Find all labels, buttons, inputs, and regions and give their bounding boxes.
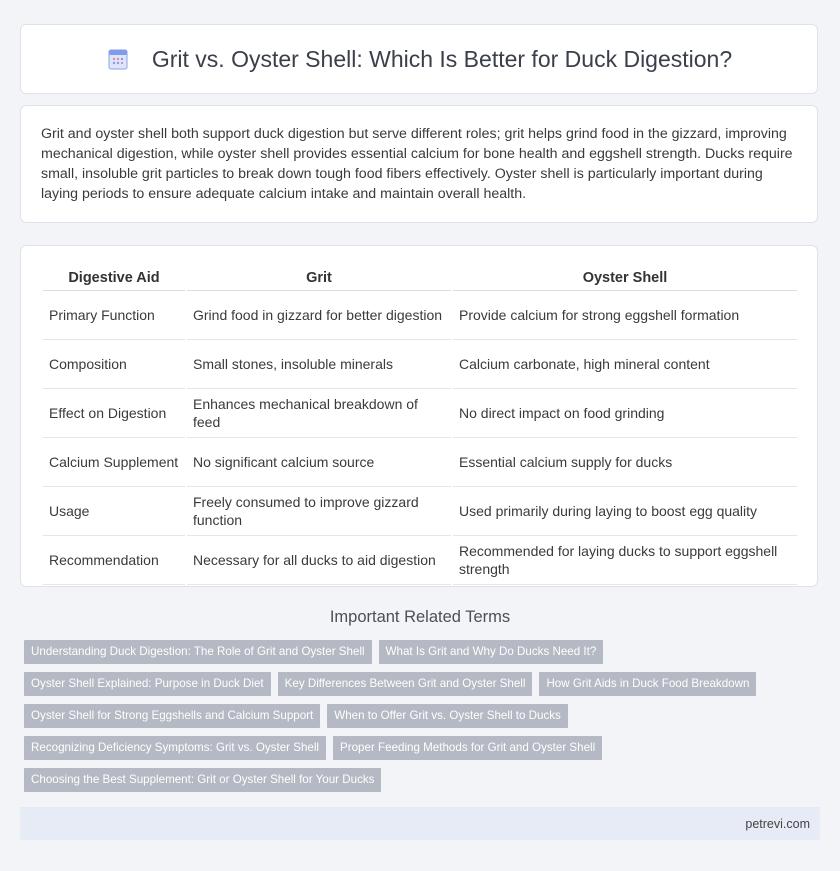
- table-row: [43, 340, 797, 389]
- related-term-link[interactable]: Proper Feeding Methods for Grit and Oyster Shell: [333, 736, 602, 760]
- related-term-link[interactable]: When to Offer Grit vs. Oyster Shell to Ducks: [327, 704, 568, 728]
- footer: [20, 807, 820, 840]
- table-row: [43, 536, 797, 585]
- table-header-row: [43, 264, 797, 291]
- related-term-link[interactable]: Key Differences Between Grit and Oyster Shell: [278, 672, 533, 696]
- column-header: Digestive Aid: [43, 264, 185, 291]
- related-terms-heading: Important Related Terms: [329, 608, 511, 626]
- table-cell: Primary Function: [43, 291, 185, 340]
- table-cell: Freely consumed to improve gizzard function: [187, 487, 451, 536]
- tag-row: [24, 640, 814, 664]
- table-cell: Effect on Digestion: [43, 389, 185, 438]
- page-title: [106, 46, 732, 73]
- table-row: [43, 291, 797, 340]
- table-cell: No direct impact on food grinding: [453, 389, 797, 438]
- table-row: [43, 389, 797, 438]
- table-cell: Essential calcium supply for ducks: [453, 438, 797, 487]
- column-header: Oyster Shell: [453, 264, 797, 291]
- related-term-link[interactable]: Understanding Duck Digestion: The Role of Grit and Oyster Shell: [24, 640, 372, 664]
- related-term-link[interactable]: Oyster Shell Explained: Purpose in Duck Diet: [24, 672, 271, 696]
- related-term-link[interactable]: How Grit Aids in Duck Food Breakdown: [539, 672, 756, 696]
- page-title-text: Grit vs. Oyster Shell: Which Is Better for Duck Digestion?: [151, 45, 733, 72]
- tag-row: [24, 736, 814, 760]
- intro-paragraph: Grit and oyster shell both support duck digestion but serve different roles; grit helps grind food in the gizzard, improving mechanical digestion, while oyster shell provides essential calcium for bone health and eggshell strength. Ducks require small, insoluble grit particles to break down tough food fibers effectively. Oyster shell is particularly important during laying periods to ensure adequate calcium intake and maintain overall health.: [41, 126, 793, 202]
- related-term-link[interactable]: Choosing the Best Supplement: Grit or Oyster Shell for Your Ducks: [24, 768, 381, 792]
- table-cell: Recommended for laying ducks to support eggshell strength: [453, 536, 797, 585]
- table-cell: Provide calcium for strong eggshell formation: [453, 291, 797, 340]
- comparison-table-card: [20, 245, 818, 587]
- table-cell: Calcium Supplement: [43, 438, 185, 487]
- tag-row: [24, 704, 814, 728]
- table-cell: Calcium carbonate, high mineral content: [453, 340, 797, 389]
- table-cell: Recommendation: [43, 536, 185, 585]
- table-cell: Grind food in gizzard for better digestion: [187, 291, 451, 340]
- table-cell: Used primarily during laying to boost egg quality: [453, 487, 797, 536]
- tag-row: [24, 768, 814, 792]
- table-cell: Enhances mechanical breakdown of feed: [187, 389, 451, 438]
- related-term-link[interactable]: What Is Grit and Why Do Ducks Need It?: [379, 640, 604, 664]
- column-header: Grit: [187, 264, 451, 291]
- table-cell: Necessary for all ducks to aid digestion: [187, 536, 451, 585]
- related-term-link[interactable]: Oyster Shell for Strong Eggshells and Calcium Support: [24, 704, 320, 728]
- table-row: [43, 487, 797, 536]
- document-icon: [106, 47, 130, 71]
- table-cell: Small stones, insoluble minerals: [187, 340, 451, 389]
- footer-site-link[interactable]: petrevi.com: [745, 816, 810, 831]
- table-cell: Composition: [43, 340, 185, 389]
- related-term-link[interactable]: Recognizing Deficiency Symptoms: Grit vs. Oyster Shell: [24, 736, 326, 760]
- tag-row: [24, 672, 814, 696]
- comparison-table: [41, 264, 799, 585]
- title-card: [20, 24, 818, 94]
- related-terms-list: [24, 640, 814, 800]
- table-cell: No significant calcium source: [187, 438, 451, 487]
- table-row: [43, 438, 797, 487]
- table-cell: Usage: [43, 487, 185, 536]
- intro-card: [20, 105, 818, 223]
